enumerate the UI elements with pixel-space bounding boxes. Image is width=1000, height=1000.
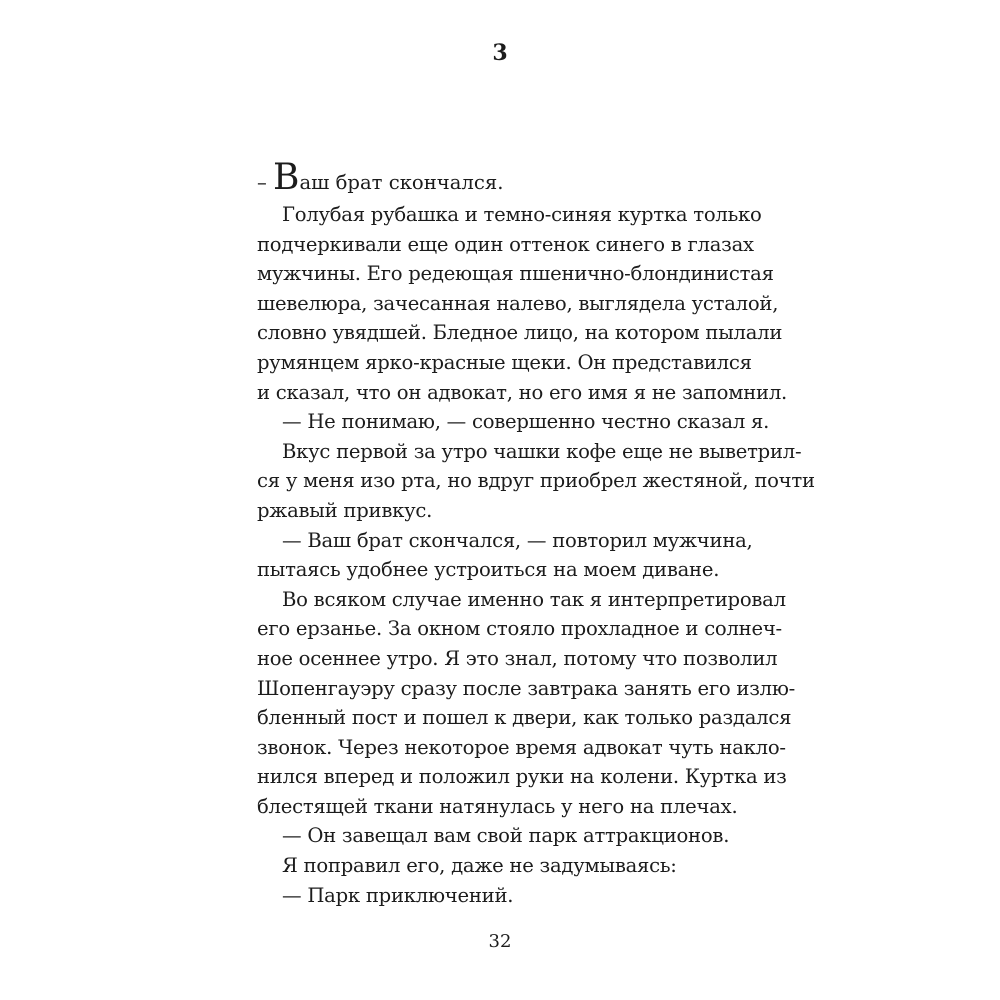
dialogue-line: — Ваш брат скончался, — повторил мужчина, <box>282 528 753 552</box>
body-text <box>257 157 815 910</box>
text-line: нился вперед и положил руки на колени. Куртка из <box>257 765 787 789</box>
text-line: пытаясь удобнее устроиться на моем диване. <box>257 558 720 582</box>
dialogue-line: — Не понимаю, — совершенно честно сказал я. <box>282 410 770 434</box>
text-line: звонок. Через некоторое время адвокат чуть накло- <box>257 735 786 759</box>
text-line: Вкус первой за утро чашки кофе еще не выветрил- <box>282 439 802 463</box>
text-line: подчеркивали еще один оттенок синего в глазах <box>257 232 754 256</box>
opening-dash: – <box>257 171 274 194</box>
text-line: ржавый привкус. <box>257 498 433 522</box>
text-line: Во всяком случае именно так я интерпретировал <box>282 587 786 611</box>
chapter-number: 3 <box>492 40 508 66</box>
text-line: Голубая рубашка и темно-синяя куртка только <box>282 203 762 226</box>
text-line: Шопенгауэру сразу после завтрака занять его излю- <box>257 676 796 700</box>
opening-line <box>257 157 745 200</box>
text-line: блестящей ткани натянулась у него на плечах. <box>257 794 738 818</box>
text-line: ное осеннее утро. Я это знал, потому что позволил <box>257 646 778 670</box>
text-line: мужчины. Его редеющая пшенично-блондинистая <box>257 262 774 286</box>
text-line: румянцем ярко-красные щеки. Он представился <box>257 350 752 374</box>
opening-rest: аш брат скончался. <box>299 171 504 194</box>
text-line: и сказал, что он адвокат, но его имя я не запомнил. <box>257 380 788 404</box>
text-line: шевелюра, зачесанная налево, выглядела усталой, <box>257 291 779 315</box>
text-line: ся у меня изо рта, но вдруг приобрел жестяной, почти <box>257 469 815 493</box>
text-line: его ерзанье. За окном стояло прохладное и солнеч- <box>257 617 782 641</box>
text-line: Я поправил его, даже не задумываясь: <box>282 854 677 878</box>
dialogue-line: — Он завещал вам свой парк аттракционов. <box>282 824 730 848</box>
drop-cap: В <box>273 157 300 198</box>
page-number: 32 <box>488 931 512 952</box>
text-line: бленный пост и пошел к двери, как только раздался <box>257 706 792 730</box>
dialogue-line: — Парк приключений. <box>282 883 514 907</box>
text-line: словно увядшей. Бледное лицо, на котором пылали <box>257 321 783 345</box>
